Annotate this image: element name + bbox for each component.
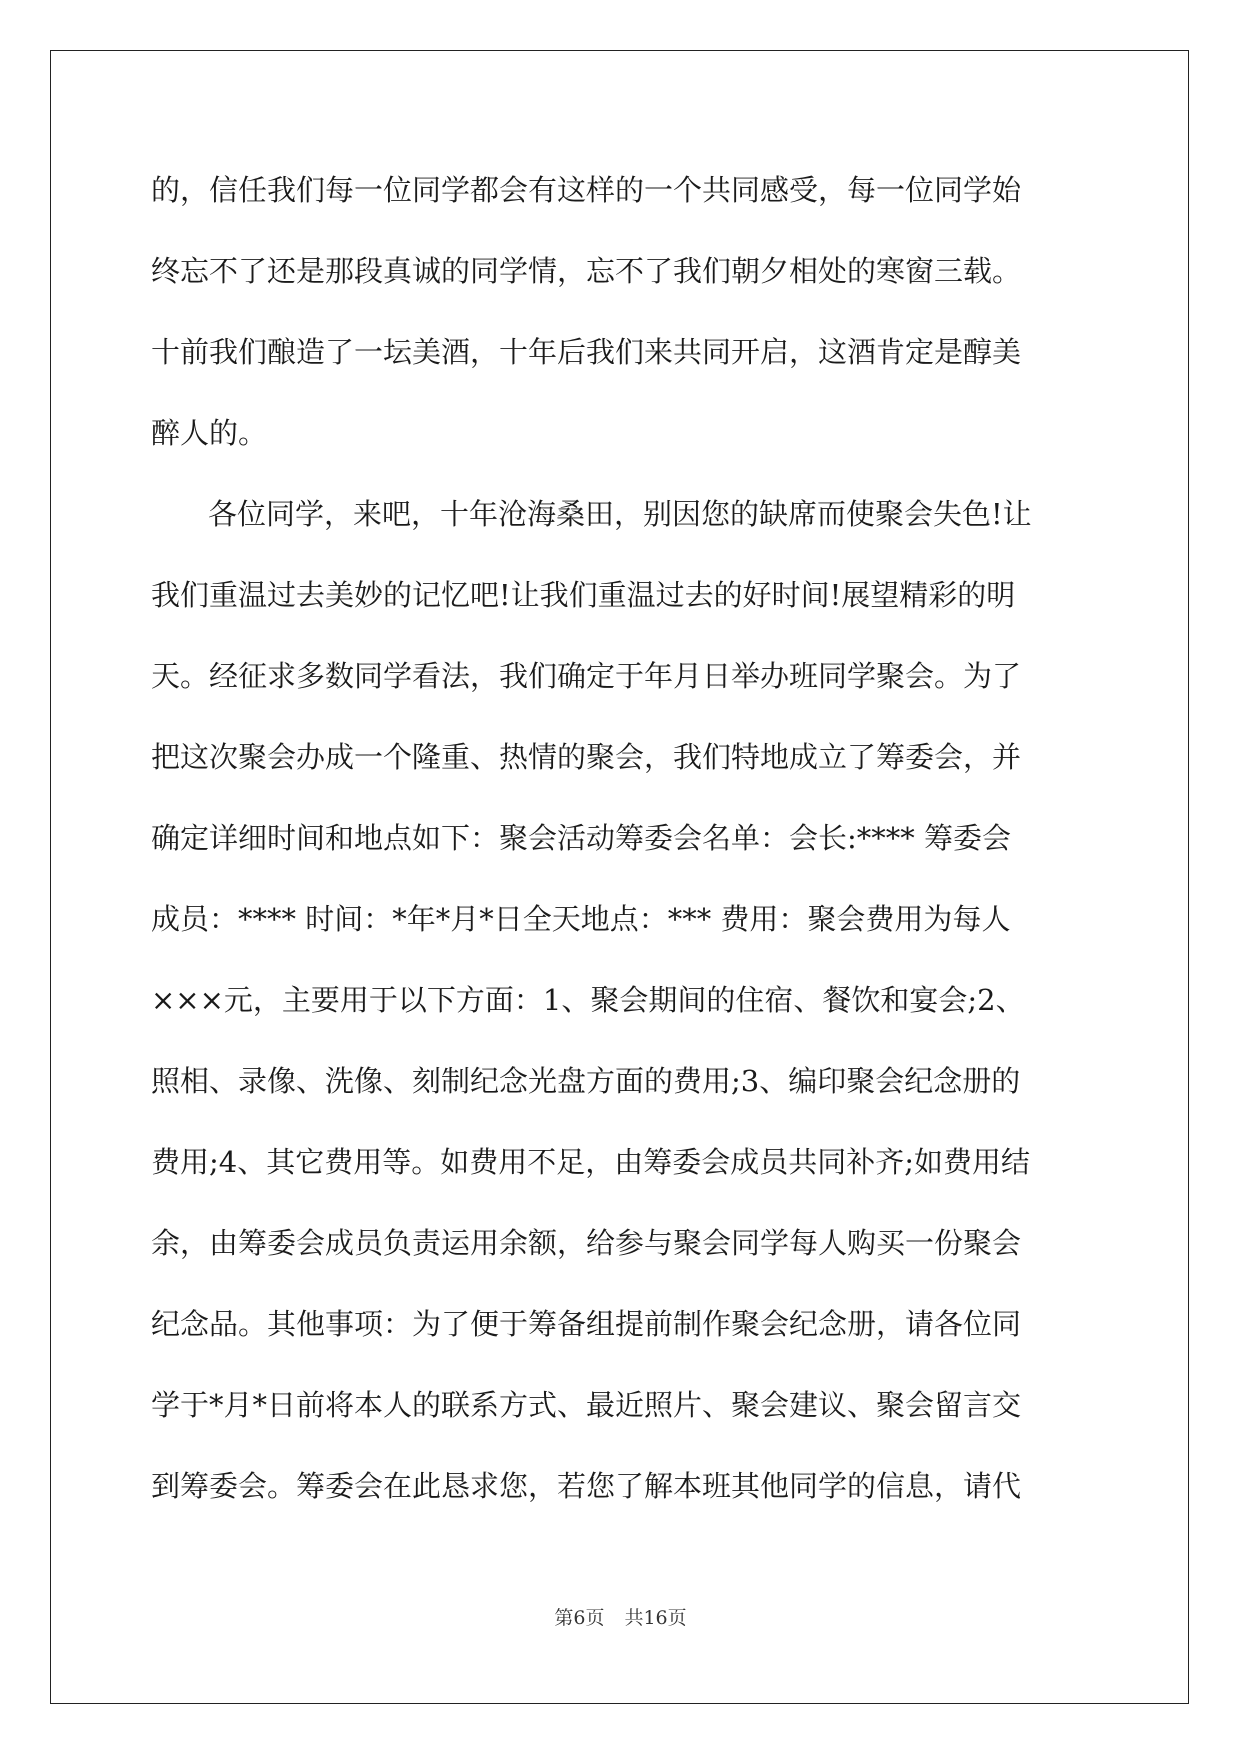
text-line: 确定详细时间和地点如下：聚会活动筹委会名单：会长:**** 筹委会 (151, 821, 1011, 855)
document-body (151, 150, 1091, 1527)
text-line: 成员：**** 时间：*年*月*日全天地点：*** 费用：聚会费用为每人 (151, 902, 1011, 936)
text-line: 纪念品。其他事项：为了便于筹备组提前制作聚会纪念册，请各位同 (151, 1307, 1022, 1341)
text-line: ×××元，主要用于以下方面：1、聚会期间的住宿、餐饮和宴会;2、 (151, 983, 1025, 1017)
text-line: 天。经征求多数同学看法，我们确定于年月日举办班同学聚会。为了 (151, 659, 1022, 693)
text-line: 费用;4、其它费用等。如费用不足，由筹委会成员共同补齐;如费用结 (151, 1145, 1030, 1179)
text-line: 学于*月*日前将本人的联系方式、最近照片、聚会建议、聚会留言交 (151, 1388, 1022, 1422)
text-line: 到筹委会。筹委会在此恳求您，若您了解本班其他同学的信息，请代 (151, 1469, 1022, 1503)
text-line: 十前我们酿造了一坛美酒，十年后我们来共同开启，这酒肯定是醇美 (151, 335, 1022, 369)
text-line: 终忘不了还是那段真诚的同学情，忘不了我们朝夕相处的寒窗三载。 (151, 254, 1022, 288)
text-line: 我们重温过去美妙的记忆吧!让我们重温过去的好时间!展望精彩的明 (151, 578, 1016, 612)
page-total: 共16页 (624, 1607, 687, 1629)
page-footer (0, 1606, 1241, 1630)
text-line: 把这次聚会办成一个隆重、热情的聚会，我们特地成立了筹委会，并 (151, 740, 1022, 774)
page-number: 第6页 (554, 1607, 605, 1629)
text-line: 余，由筹委会成员负责运用余额，给参与聚会同学每人购买一份聚会 (151, 1226, 1022, 1260)
text-line: 醉人的。 (151, 416, 268, 450)
paragraph-first-line: 各位同学，来吧，十年沧海桑田，别因您的缺席而使聚会失色!让 (208, 497, 1032, 531)
text-line: 的，信任我们每一位同学都会有这样的一个共同感受，每一位同学始 (151, 173, 1022, 207)
text-line: 照相、录像、洗像、刻制纪念光盘方面的费用;3、编印聚会纪念册的 (151, 1064, 1021, 1098)
